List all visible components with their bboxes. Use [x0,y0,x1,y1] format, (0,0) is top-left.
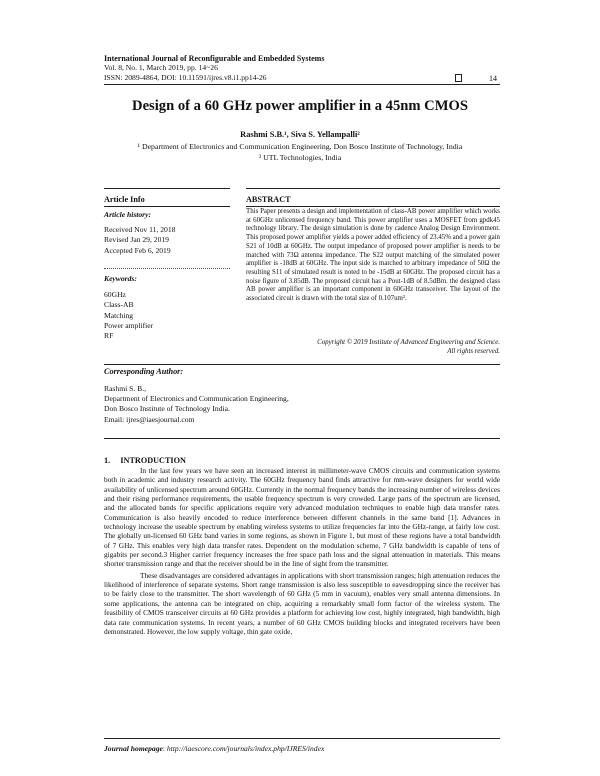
article-history [104,210,230,256]
keywords-block [104,274,230,341]
authors: Rashmi S.B.¹, Siva S. Yellampalli² [240,130,360,139]
article-info-heading: Article Info [104,195,145,204]
keywords-divider [104,268,230,269]
homepage-label: Journal homepage [104,744,163,753]
accepted-date: Accepted Feb 6, 2019 [104,245,171,255]
volume-line: Vol. 8, No. 1, March 2019, pp. 14~26 [104,63,218,73]
journal-title: International Journal of Reconfigurable and Embedded Systems [104,54,325,63]
rights-line: All rights reserved. [447,348,500,355]
abstract-heading: ABSTRACT [246,195,291,204]
abstract-text: This Paper presents a design and implementation of class-AB power amplifier which works at 60GHz unlicensed frequency band. This power amplifier uses a MOSFET from gpdk45 technology library. The design simulation is done by cadence Analog Design Environment. This proposed power amplifier yields a power added efficiency of 23.45% and a power gain S21 of 10dB at 60GHz. The output impedance of proposed power amplifier is needs to be matched with 73Ω antenna impedance. The S22 output matching of the simulated power amplifier is -18dB at 60GHz. The input side is matched to arbitrary impedance of 50Ω the resulting S11 of simulated result is noted to be -15dB at 60GHz. The proposed circuit has a noise figure of 3.85dB. The proposed circuit has a Pout-1dB of 8.5dBm. the designed class AB power amplifier is an important component in 60GHz transceiver. The layout of the associated circuit is drawn with the total size of 0.107um². [246,208,500,303]
author-bottom-rule [104,438,500,439]
journal-header [104,54,324,82]
keyword: Matching [104,310,134,320]
author-department: Department of Electronics and Communication Engineering, [104,394,289,404]
author-name: Rashmi S. B., [104,384,146,393]
keywords-label: Keywords: [104,274,137,283]
history-label: Article history: [104,210,152,219]
author-institute: Don Bosco Institute of Technology India. [104,404,230,414]
section-heading-introduction: 1. INTRODUCTION [104,456,186,465]
affiliation-1: ¹ Department of Electronics and Communication Engineering, Don Bosco Institute of Technology, India [137,142,463,151]
keyword: RF [104,331,114,341]
header-rule [104,84,500,85]
journal-homepage: Journal homepage: http://iaescore.com/journals/index.php/IJRES/index [104,744,325,753]
keyword: Power amplifier [104,320,154,330]
page-number: 14 [489,74,497,83]
revised-date: Revised Jan 29, 2019 [104,235,169,245]
article-info-top-rule [104,188,230,189]
received-date: Received Nov 11, 2018 [104,225,176,235]
document-icon [455,74,462,82]
issn-line: ISSN: 2089-4864, DOI: 10.11591/ijres.v8.i1.pp14-26 [104,72,267,82]
copyright-line: Copyright © 2019 Institute of Advanced Engineering and Science. [317,339,500,346]
paper-title: Design of a 60 GHz power amplifier in a 45nm CMOS [132,98,468,114]
info-bottom-rule [104,364,500,365]
footer-rule [104,738,500,739]
intro-paragraph-2: These disadvantages are considered advantages in applications with short transmission ranges; high attenuation reduces the likelihood of interference of separate systems. Short range transmission is also less susceptible to eavesdropping since the receiver has to be fairly close to the transmitter. The short wavelength of 60 GHz (5 mm in vacuum), enables very small antenna dimensions. In some applications, the antenna can be integrated on chip, acquiring a remarkably small form factor of the wireless system. The feasibility of CMOS transceiver circuits at 60 GHz provides a platform for achieving low cost, highly integrated, high bandwidth, high data rate communication systems. In recent years, a number of 60 GHz CMOS building blocks and integrated receivers have been demonstrated. However, the low supply voltage, thin gate oxide, [104,570,500,636]
keyword: Class-AB [104,300,134,310]
intro-paragraph-1: In the last few years we have seen an increased interest in millimeter-wave CMOS circuits and communication systems both in academic and industry research activity. The 60GHz frequency band finds attractive for mm-wave designers for world wide availability of unlicensed spectrum around 60GHz. Currently in the normal frequency bands the increasing number of wireless devices and their rising performance requirements, the usable frequency spectrum is very crowded. Large parts of the spectrum are licensed, and the allocated bands for specific applications require very advanced modulation techniques to enable high data transfer rates. Communication is also heavily encoded to reduce interference between different channels in the same band [1]. Advances in technology increase the useable spectrum by enabling wireless systems to utilize frequencies far into the GHz-range, at fairly low cost. The globally un-licensed 60 GHz band varies in some regions, as shown in Figure 1, but most of these regions have a total bandwidth of 7 GHz. This enables very high data transfer rates. Dependent on the modulation scheme, 7 GHz bandwidth is capable of tens of gigabits per second.3 Higher carrier frequency increases the free space path loss and the signal attenuation in materials. This means shorter transmission range and that the receiver should be in the line of sight from the transmitter. [104,466,500,569]
abstract-heading-rule [246,206,500,207]
homepage-url[interactable]: http://iaescore.com/journals/index.php/IJRES/index [166,744,325,753]
author-email: Email: ijres@iaesjournal.com [104,414,195,424]
introduction-body [104,466,500,636]
abstract-top-rule [246,188,500,189]
affiliation-2: ² UTL Technologies, India [258,153,342,162]
corresponding-details [104,384,500,425]
article-info-heading-rule [104,206,230,207]
keyword: 60GHz [104,290,126,300]
corresponding-heading: Corresponding Author: [104,367,184,376]
